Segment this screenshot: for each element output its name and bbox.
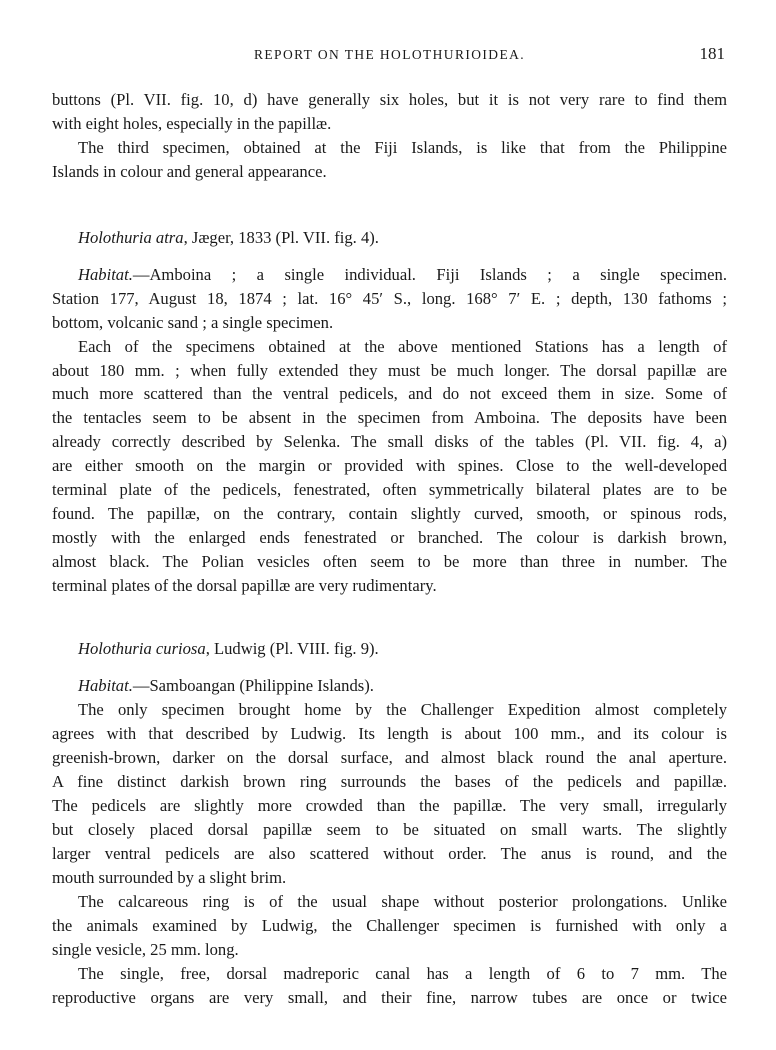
text-line: A fine distinct darkish brown ring surrounds the bases of the pedicels and papillæ.	[52, 772, 727, 791]
habitat-line	[78, 264, 727, 286]
species-name: Holothuria curiosa	[78, 639, 206, 658]
text-line: mostly with the enlarged ends fenestrated or branched. The colour is darkish brown,	[52, 528, 727, 547]
running-title: REPORT ON THE HOLOTHURIOIDEA.	[253, 47, 526, 62]
text-line: the animals examined by Ludwig, the Challenger specimen is furnished with only a	[52, 916, 727, 935]
text-line: Each of the specimens obtained at the above mentioned Stations has a length of	[78, 337, 727, 356]
text-line: Station 177, August 18, 1874 ; lat. 16° 45′ S., long. 168° 7′ E. ; depth, 130 fathoms ;	[52, 289, 727, 308]
text-line: The third specimen, obtained at the Fiji Islands, is like that from the Philippine	[78, 138, 727, 157]
text-line: found. The papillæ, on the contrary, contain slightly curved, smooth, or spinous rods,	[52, 504, 727, 523]
text-line: The only specimen brought home by the Challenger Expedition almost completely	[78, 700, 727, 719]
text-line: The calcareous ring is of the usual shape without posterior prolongations. Unlike	[78, 892, 727, 911]
text-line: single vesicle, 25 mm. long.	[52, 940, 239, 959]
text-line: the tentacles seem to be absent in the specimen from Amboina. The deposits have been	[52, 408, 727, 427]
habitat-text: —Amboina ; a single individual. Fiji Islands ; a single specimen.	[132, 265, 727, 284]
habitat-label: Habitat.	[78, 676, 133, 695]
text-line: terminal plates of the dorsal papillæ are very rudimentary.	[52, 576, 437, 595]
text-line: Islands in colour and general appearance.	[52, 162, 327, 181]
page-number: 181	[699, 44, 725, 63]
text-line: The pedicels are slightly more crowded than the papillæ. The very small, irregularly	[52, 796, 727, 815]
text-line: mouth surrounded by a slight brim.	[52, 868, 287, 887]
species-name: Holothuria atra	[78, 228, 184, 247]
species-authority: , Jæger, 1833 (Pl. VII. fig. 4).	[183, 228, 379, 247]
text-line: with eight holes, especially in the papillæ.	[52, 114, 332, 133]
text-line: almost black. The Polian vesicles often seem to be more than three in number. The	[52, 552, 727, 571]
text-line: but closely placed dorsal papillæ seem to be situated on small warts. The slightly	[52, 820, 727, 839]
text-line: bottom, volcanic sand ; a single specimen.	[52, 313, 334, 332]
text-line: buttons (Pl. VII. fig. 10, d) have generally six holes, but it is not very rare to find them	[52, 90, 727, 109]
species-heading	[78, 638, 379, 660]
habitat-label: Habitat.	[78, 265, 133, 284]
running-head	[52, 44, 727, 66]
habitat-text: —Samboangan (Philippine Islands).	[132, 676, 374, 695]
text-line: reproductive organs are very small, and their fine, narrow tubes are once or twice	[52, 988, 727, 1007]
text-line: already correctly described by Selenka. The small disks of the tables (Pl. VII. fig. 4, a)	[52, 432, 727, 451]
species-heading	[78, 227, 379, 249]
text-line: agrees with that described by Ludwig. Its length is about 100 mm., and its colour is	[52, 724, 727, 743]
text-line: greenish-brown, darker on the dorsal surface, and almost black round the anal aperture.	[52, 748, 727, 767]
text-line: The single, free, dorsal madreporic canal has a length of 6 to 7 mm. The	[78, 964, 727, 983]
species-authority: , Ludwig (Pl. VIII. fig. 9).	[205, 639, 379, 658]
text-line: are either smooth on the margin or provided with spines. Close to the well-developed	[52, 456, 727, 475]
text-line: larger ventral pedicels are also scattered without order. The anus is round, and the	[52, 844, 727, 863]
habitat-line	[78, 675, 727, 697]
text-line: much more scattered than the ventral pedicels, and do not exceed them in size. Some of	[52, 384, 727, 403]
text-line: about 180 mm. ; when fully extended they must be much longer. The dorsal papillæ are	[52, 361, 727, 380]
text-line: terminal plate of the pedicels, fenestrated, often symmetrically bilateral plates are to be	[52, 480, 727, 499]
